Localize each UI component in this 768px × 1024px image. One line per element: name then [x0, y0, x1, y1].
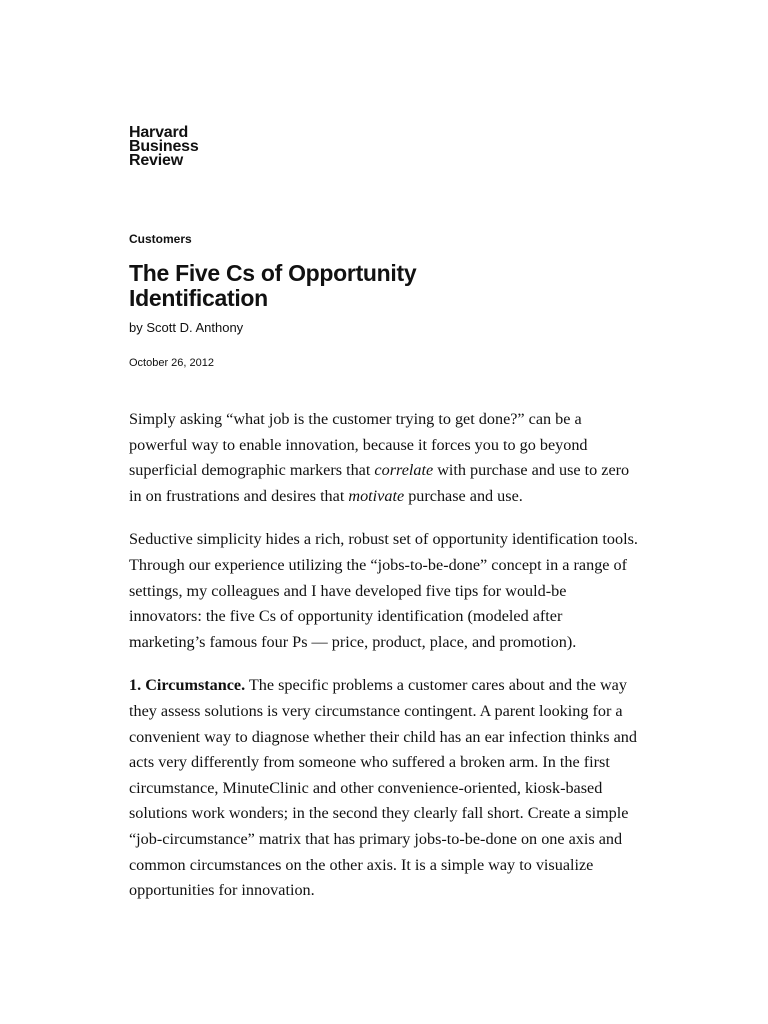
- paragraph-five-cs: Seductive simplicity hides a rich, robust set of opportunity identification tools. Through our experience utilizing the “jobs-to-be-done” concept in a range of settings, my colleagues and I have developed five tips for would-be innovators: the five Cs of opportunity identification (modeled after marketing’s famous four Ps — price, product, place, and promotion).: [129, 530, 638, 651]
- paragraph-intro-text-b: with purchase and use to zero in on frustrations and desires that: [129, 461, 630, 505]
- paragraph-intro: [129, 407, 641, 509]
- emphasis-motivate: motivate: [348, 486, 405, 505]
- logo-line-review: Review: [129, 152, 183, 169]
- paragraph-circumstance: [129, 673, 641, 903]
- paragraph-intro-text-a: Simply asking “what job is the customer trying to get done?” can be a powerful way to enable innovation, because it forces you to go beyond superficial demographic markers that: [129, 410, 588, 480]
- hbr-logo[interactable]: [129, 126, 199, 168]
- logo-line-harvard: Harvard: [129, 124, 189, 141]
- article-body: [129, 407, 641, 922]
- circumstance-text: The specific problems a customer cares about and the way they assess solutions is very circumstance contingent. A parent looking for a convenient way to diagnose whether their child has an ear infection thinks and acts very differently from someone who suffered a broken arm. In the first circumstance, MinuteClinic and other convenience-oriented, kiosk-based solutions work wonders; in the second they clearly fall short. Create a simple “job-circumstance” matrix that has primary jobs-to-be-done on one axis and common circumstances on the other axis. It is a simple way to visualize opportunities for innovation.: [129, 676, 637, 900]
- emphasis-correlate: correlate: [374, 461, 434, 480]
- article-date: October 26, 2012: [129, 357, 215, 369]
- paragraph-intro-text-c: purchase and use.: [404, 486, 523, 505]
- circumstance-heading: 1. Circumstance.: [129, 676, 246, 695]
- section-link-customers[interactable]: Customers: [129, 232, 192, 246]
- logo-line-business: Business: [129, 138, 199, 155]
- article-byline: by Scott D. Anthony: [129, 320, 244, 335]
- article-title: The Five Cs of Opportunity Identification: [129, 260, 417, 311]
